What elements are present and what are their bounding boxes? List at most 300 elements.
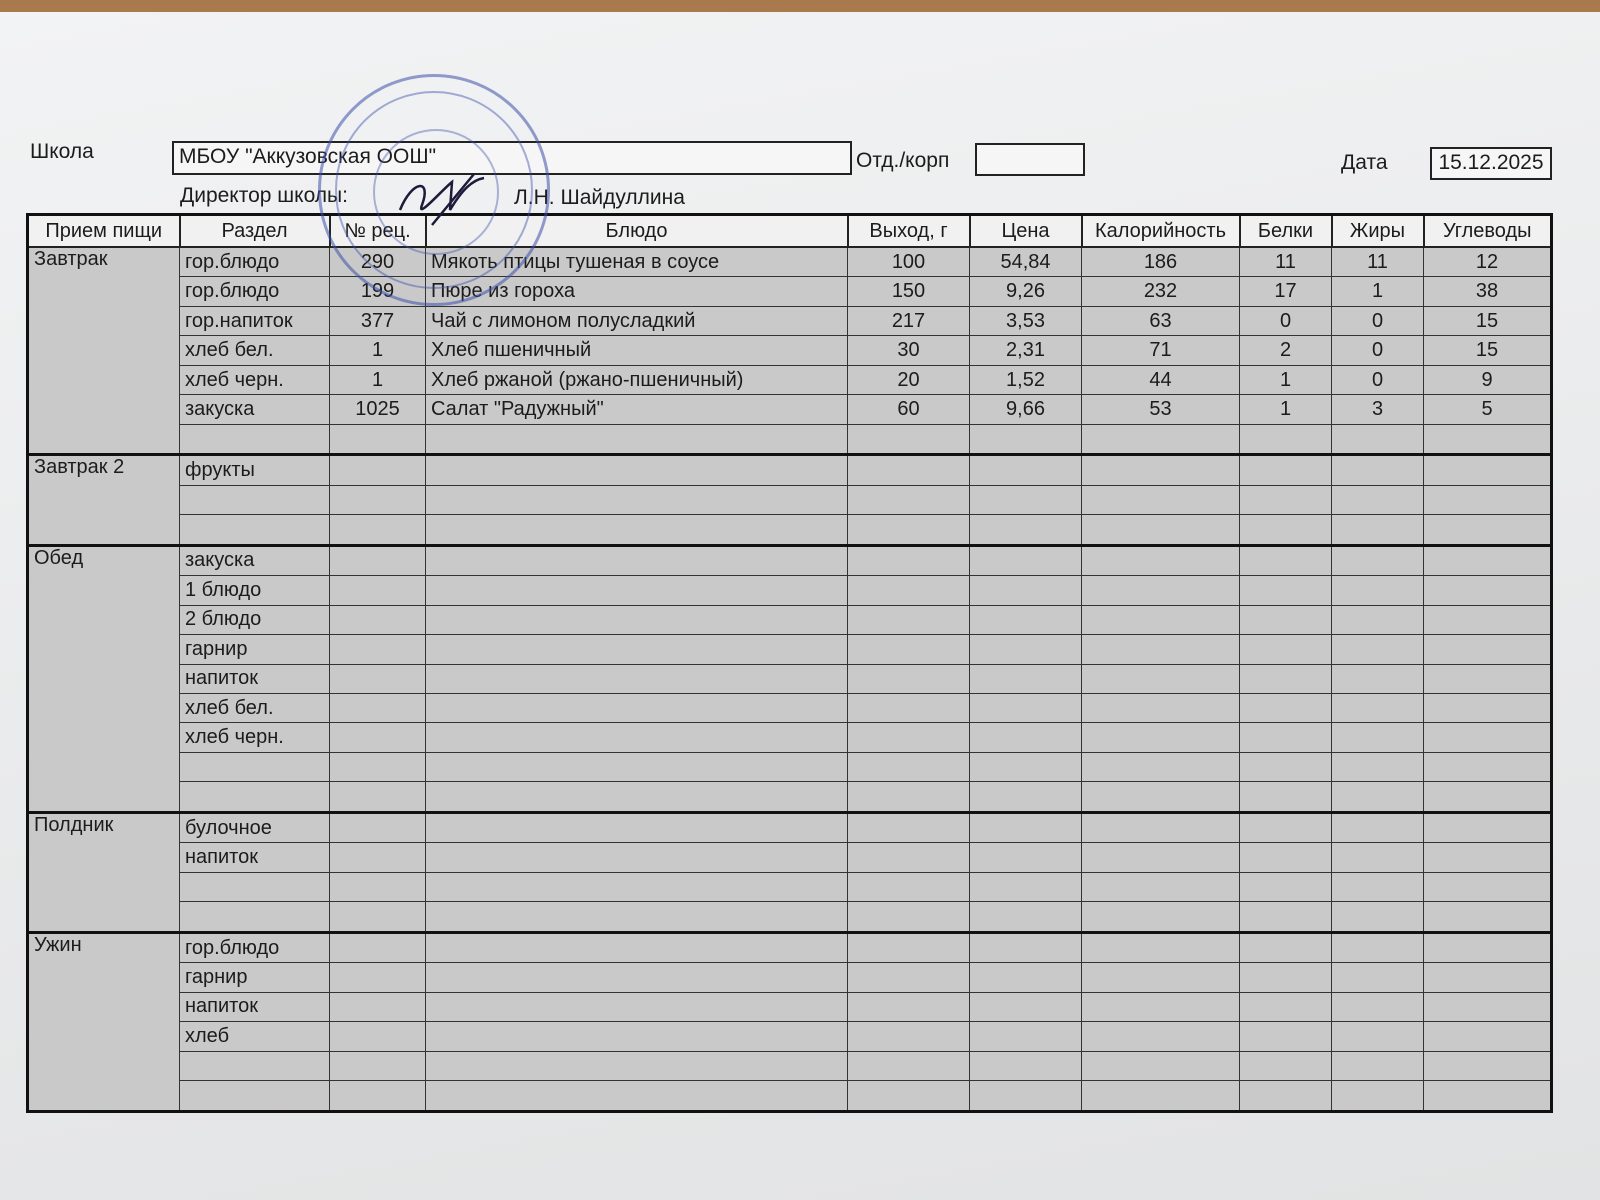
fat-cell[interactable]: [1332, 576, 1424, 605]
price-cell[interactable]: [970, 576, 1082, 605]
dish-cell[interactable]: [426, 932, 848, 963]
price-cell[interactable]: [970, 932, 1082, 963]
recipe-cell[interactable]: [330, 693, 426, 722]
section-cell[interactable]: гор.напиток: [180, 306, 330, 335]
protein-cell[interactable]: [1240, 515, 1332, 546]
section-cell[interactable]: хлеб бел.: [180, 693, 330, 722]
yield-cell[interactable]: [848, 752, 970, 781]
table-row: [28, 247, 1552, 277]
dish-cell[interactable]: [426, 1081, 848, 1112]
header-col-meal: Прием пищи: [28, 215, 180, 248]
price-cell[interactable]: 3,53: [970, 306, 1082, 335]
director-name: Л.Н. Шайдуллина: [514, 186, 685, 209]
header-col-section: Раздел: [180, 215, 330, 248]
protein-cell[interactable]: [1240, 635, 1332, 664]
carbs-cell[interactable]: 12: [1424, 247, 1552, 277]
price-cell[interactable]: [970, 752, 1082, 781]
carbs-cell[interactable]: [1424, 723, 1552, 752]
yield-cell[interactable]: 150: [848, 277, 970, 306]
fat-cell[interactable]: [1332, 605, 1424, 634]
section-cell[interactable]: закуска: [180, 395, 330, 424]
price-cell[interactable]: 9,66: [970, 395, 1082, 424]
price-cell[interactable]: [970, 515, 1082, 546]
dish-cell[interactable]: Пюре из гороха: [426, 277, 848, 306]
recipe-cell[interactable]: [330, 902, 426, 933]
dish-cell[interactable]: [426, 812, 848, 843]
director-label: Директор школы:: [180, 184, 348, 207]
yield-cell[interactable]: [848, 485, 970, 514]
dish-cell[interactable]: Чай с лимоном полусладкий: [426, 306, 848, 335]
table-row: [28, 365, 1552, 394]
yield-cell[interactable]: [848, 782, 970, 813]
section-cell[interactable]: [180, 1051, 330, 1080]
section-cell[interactable]: [180, 872, 330, 901]
protein-cell[interactable]: [1240, 812, 1332, 843]
calories-cell[interactable]: [1082, 605, 1240, 634]
price-cell[interactable]: [970, 872, 1082, 901]
protein-cell[interactable]: [1240, 455, 1332, 486]
section-cell[interactable]: [180, 485, 330, 514]
fat-cell[interactable]: [1332, 812, 1424, 843]
protein-cell[interactable]: [1240, 664, 1332, 693]
recipe-cell[interactable]: [330, 872, 426, 901]
protein-cell[interactable]: [1240, 872, 1332, 901]
calories-cell[interactable]: [1082, 664, 1240, 693]
header-col-recipe: № рец.: [330, 215, 426, 248]
protein-cell[interactable]: 17: [1240, 277, 1332, 306]
calories-cell[interactable]: 53: [1082, 395, 1240, 424]
recipe-cell[interactable]: [330, 485, 426, 514]
protein-cell[interactable]: 0: [1240, 306, 1332, 335]
recipe-cell[interactable]: [330, 424, 426, 455]
calories-cell[interactable]: [1082, 693, 1240, 722]
carbs-cell[interactable]: [1424, 843, 1552, 872]
carbs-cell[interactable]: [1424, 515, 1552, 546]
section-cell[interactable]: [180, 515, 330, 546]
price-cell[interactable]: [970, 693, 1082, 722]
protein-cell[interactable]: [1240, 1022, 1332, 1051]
recipe-cell[interactable]: [330, 576, 426, 605]
price-cell[interactable]: [970, 1051, 1082, 1080]
fat-cell[interactable]: [1332, 752, 1424, 781]
recipe-cell[interactable]: [330, 752, 426, 781]
dish-cell[interactable]: [426, 963, 848, 992]
fat-cell[interactable]: 11: [1332, 247, 1424, 277]
dish-cell[interactable]: [426, 992, 848, 1021]
fat-cell[interactable]: [1332, 1081, 1424, 1112]
fat-cell[interactable]: 3: [1332, 395, 1424, 424]
table-row: [28, 872, 1552, 901]
meal-name: Ужин: [28, 932, 180, 1111]
table-row: [28, 752, 1552, 781]
carbs-cell[interactable]: [1424, 424, 1552, 455]
yield-cell[interactable]: [848, 843, 970, 872]
table-row: [28, 1051, 1552, 1080]
dept-label: Отд./корп: [856, 149, 950, 172]
fat-cell[interactable]: [1332, 1022, 1424, 1051]
recipe-cell[interactable]: [330, 843, 426, 872]
recipe-cell[interactable]: [330, 782, 426, 813]
dept-field[interactable]: [975, 143, 1085, 176]
fat-cell[interactable]: [1332, 455, 1424, 486]
recipe-cell[interactable]: [330, 812, 426, 843]
price-cell[interactable]: 1,52: [970, 365, 1082, 394]
price-cell[interactable]: [970, 485, 1082, 514]
protein-cell[interactable]: [1240, 605, 1332, 634]
yield-cell[interactable]: [848, 515, 970, 546]
calories-cell[interactable]: [1082, 782, 1240, 813]
recipe-cell[interactable]: 290: [330, 247, 426, 277]
carbs-cell[interactable]: [1424, 1022, 1552, 1051]
date-label: Дата: [1341, 151, 1388, 174]
school-name-field[interactable]: МБОУ "Аккузовская ООШ": [172, 141, 852, 175]
protein-cell[interactable]: [1240, 932, 1332, 963]
calories-cell[interactable]: 63: [1082, 306, 1240, 335]
section-cell[interactable]: 1 блюдо: [180, 576, 330, 605]
date-field[interactable]: 15.12.2025: [1430, 147, 1552, 180]
table-row: [28, 576, 1552, 605]
carbs-cell[interactable]: [1424, 635, 1552, 664]
recipe-cell[interactable]: [330, 1022, 426, 1051]
carbs-cell[interactable]: [1424, 902, 1552, 933]
calories-cell[interactable]: [1082, 545, 1240, 576]
dish-cell[interactable]: [426, 515, 848, 546]
table-row: [28, 664, 1552, 693]
protein-cell[interactable]: [1240, 723, 1332, 752]
calories-cell[interactable]: [1082, 485, 1240, 514]
recipe-cell[interactable]: [330, 664, 426, 693]
calories-cell[interactable]: [1082, 992, 1240, 1021]
header-col-fat: Жиры: [1332, 215, 1424, 248]
fat-cell[interactable]: [1332, 635, 1424, 664]
table-row: [28, 1022, 1552, 1051]
protein-cell[interactable]: [1240, 843, 1332, 872]
carbs-cell[interactable]: [1424, 932, 1552, 963]
yield-cell[interactable]: [848, 1022, 970, 1051]
dish-cell[interactable]: [426, 1022, 848, 1051]
calories-cell[interactable]: [1082, 872, 1240, 901]
protein-cell[interactable]: [1240, 1081, 1332, 1112]
yield-cell[interactable]: [848, 1051, 970, 1080]
calories-cell[interactable]: [1082, 723, 1240, 752]
price-cell[interactable]: [970, 545, 1082, 576]
recipe-cell[interactable]: [330, 932, 426, 963]
section-cell[interactable]: булочное: [180, 812, 330, 843]
fat-cell[interactable]: [1332, 902, 1424, 933]
section-cell[interactable]: [180, 424, 330, 455]
yield-cell[interactable]: [848, 424, 970, 455]
calories-cell[interactable]: [1082, 515, 1240, 546]
price-cell[interactable]: [970, 992, 1082, 1021]
recipe-cell[interactable]: 199: [330, 277, 426, 306]
protein-cell[interactable]: [1240, 752, 1332, 781]
carbs-cell[interactable]: [1424, 752, 1552, 781]
protein-cell[interactable]: 1: [1240, 365, 1332, 394]
header-col-dish: Блюдо: [426, 215, 848, 248]
yield-cell[interactable]: [848, 664, 970, 693]
section-cell[interactable]: хлеб черн.: [180, 723, 330, 752]
table-row: [28, 812, 1552, 843]
carbs-cell[interactable]: 9: [1424, 365, 1552, 394]
fat-cell[interactable]: [1332, 515, 1424, 546]
recipe-cell[interactable]: [330, 545, 426, 576]
dish-cell[interactable]: [426, 424, 848, 455]
carbs-cell[interactable]: [1424, 992, 1552, 1021]
protein-cell[interactable]: [1240, 963, 1332, 992]
carbs-cell[interactable]: [1424, 605, 1552, 634]
section-cell[interactable]: [180, 1081, 330, 1112]
section-cell[interactable]: напиток: [180, 664, 330, 693]
carbs-cell[interactable]: [1424, 693, 1552, 722]
table-row: [28, 1081, 1552, 1112]
dish-cell[interactable]: [426, 485, 848, 514]
protein-cell[interactable]: 11: [1240, 247, 1332, 277]
yield-cell[interactable]: [848, 605, 970, 634]
dish-cell[interactable]: Хлеб ржаной (ржано-пшеничный): [426, 365, 848, 394]
calories-cell[interactable]: [1082, 1081, 1240, 1112]
dish-cell[interactable]: [426, 1051, 848, 1080]
price-cell[interactable]: [970, 843, 1082, 872]
price-cell[interactable]: [970, 424, 1082, 455]
table-row: [28, 932, 1552, 963]
calories-cell[interactable]: 71: [1082, 336, 1240, 365]
header-col-price: Цена: [970, 215, 1082, 248]
section-cell[interactable]: хлеб бел.: [180, 336, 330, 365]
price-cell[interactable]: [970, 664, 1082, 693]
dish-cell[interactable]: [426, 843, 848, 872]
section-cell[interactable]: гарнир: [180, 963, 330, 992]
price-cell[interactable]: [970, 902, 1082, 933]
yield-cell[interactable]: 20: [848, 365, 970, 394]
table-header-row: [28, 215, 1552, 248]
table-row: [28, 545, 1552, 576]
meal-name: Завтрак 2: [28, 455, 180, 546]
calories-cell[interactable]: [1082, 932, 1240, 963]
recipe-cell[interactable]: [330, 455, 426, 486]
price-cell[interactable]: [970, 723, 1082, 752]
dish-cell[interactable]: [426, 782, 848, 813]
carbs-cell[interactable]: [1424, 545, 1552, 576]
section-cell[interactable]: закуска: [180, 545, 330, 576]
header-col-calories: Калорийность: [1082, 215, 1240, 248]
table-row: [28, 723, 1552, 752]
section-cell[interactable]: гор.блюдо: [180, 247, 330, 277]
carbs-cell[interactable]: 38: [1424, 277, 1552, 306]
school-label: Школа: [30, 140, 94, 163]
calories-cell[interactable]: [1082, 963, 1240, 992]
yield-cell[interactable]: [848, 963, 970, 992]
dish-cell[interactable]: [426, 872, 848, 901]
section-cell[interactable]: [180, 902, 330, 933]
calories-cell[interactable]: 232: [1082, 277, 1240, 306]
fat-cell[interactable]: 0: [1332, 306, 1424, 335]
dish-cell[interactable]: [426, 902, 848, 933]
section-cell[interactable]: 2 блюдо: [180, 605, 330, 634]
fat-cell[interactable]: 0: [1332, 336, 1424, 365]
yield-cell[interactable]: 30: [848, 336, 970, 365]
carbs-cell[interactable]: [1424, 664, 1552, 693]
carbs-cell[interactable]: [1424, 1081, 1552, 1112]
yield-cell[interactable]: [848, 545, 970, 576]
price-cell[interactable]: [970, 635, 1082, 664]
price-cell[interactable]: [970, 963, 1082, 992]
table-row: [28, 635, 1552, 664]
fat-cell[interactable]: [1332, 1051, 1424, 1080]
yield-cell[interactable]: 217: [848, 306, 970, 335]
calories-cell[interactable]: [1082, 576, 1240, 605]
table-row: [28, 693, 1552, 722]
recipe-cell[interactable]: [330, 1081, 426, 1112]
section-cell[interactable]: гор.блюдо: [180, 277, 330, 306]
section-cell[interactable]: хлеб черн.: [180, 365, 330, 394]
carbs-cell[interactable]: [1424, 455, 1552, 486]
calories-cell[interactable]: [1082, 1022, 1240, 1051]
price-cell[interactable]: 54,84: [970, 247, 1082, 277]
recipe-cell[interactable]: 1: [330, 365, 426, 394]
calories-cell[interactable]: 186: [1082, 247, 1240, 277]
dish-cell[interactable]: [426, 576, 848, 605]
protein-cell[interactable]: 2: [1240, 336, 1332, 365]
price-cell[interactable]: [970, 782, 1082, 813]
calories-cell[interactable]: [1082, 752, 1240, 781]
price-cell[interactable]: [970, 812, 1082, 843]
price-cell[interactable]: [970, 1022, 1082, 1051]
protein-cell[interactable]: [1240, 545, 1332, 576]
protein-cell[interactable]: [1240, 424, 1332, 455]
fat-cell[interactable]: [1332, 872, 1424, 901]
carbs-cell[interactable]: [1424, 963, 1552, 992]
fat-cell[interactable]: [1332, 545, 1424, 576]
recipe-cell[interactable]: [330, 963, 426, 992]
section-cell[interactable]: гор.блюдо: [180, 932, 330, 963]
fat-cell[interactable]: 1: [1332, 277, 1424, 306]
carbs-cell[interactable]: [1424, 872, 1552, 901]
recipe-cell[interactable]: [330, 992, 426, 1021]
section-cell[interactable]: хлеб: [180, 1022, 330, 1051]
dish-cell[interactable]: [426, 693, 848, 722]
yield-cell[interactable]: [848, 455, 970, 486]
section-cell[interactable]: [180, 752, 330, 781]
section-cell[interactable]: фрукты: [180, 455, 330, 486]
table-row: [28, 277, 1552, 306]
section-cell[interactable]: гарнир: [180, 635, 330, 664]
dish-cell[interactable]: Мякоть птицы тушеная в соусе: [426, 247, 848, 277]
dish-cell[interactable]: [426, 664, 848, 693]
meal-name: Обед: [28, 545, 180, 812]
calories-cell[interactable]: 44: [1082, 365, 1240, 394]
yield-cell[interactable]: [848, 812, 970, 843]
dish-cell[interactable]: Хлеб пшеничный: [426, 336, 848, 365]
yield-cell[interactable]: [848, 872, 970, 901]
dish-cell[interactable]: [426, 455, 848, 486]
recipe-cell[interactable]: 377: [330, 306, 426, 335]
recipe-cell[interactable]: [330, 723, 426, 752]
dish-cell[interactable]: Салат "Радужный": [426, 395, 848, 424]
calories-cell[interactable]: [1082, 635, 1240, 664]
carbs-cell[interactable]: [1424, 485, 1552, 514]
yield-cell[interactable]: [848, 992, 970, 1021]
carbs-cell[interactable]: [1424, 576, 1552, 605]
yield-cell[interactable]: [848, 902, 970, 933]
dish-cell[interactable]: [426, 605, 848, 634]
fat-cell[interactable]: [1332, 932, 1424, 963]
carbs-cell[interactable]: 5: [1424, 395, 1552, 424]
recipe-cell[interactable]: 1025: [330, 395, 426, 424]
meal-name: Полдник: [28, 812, 180, 932]
calories-cell[interactable]: [1082, 424, 1240, 455]
carbs-cell[interactable]: 15: [1424, 306, 1552, 335]
recipe-cell[interactable]: [330, 1051, 426, 1080]
section-cell[interactable]: напиток: [180, 992, 330, 1021]
calories-cell[interactable]: [1082, 455, 1240, 486]
recipe-cell[interactable]: [330, 515, 426, 546]
fat-cell[interactable]: [1332, 992, 1424, 1021]
fat-cell[interactable]: [1332, 693, 1424, 722]
protein-cell[interactable]: [1240, 485, 1332, 514]
yield-cell[interactable]: [848, 1081, 970, 1112]
carbs-cell[interactable]: 15: [1424, 336, 1552, 365]
yield-cell[interactable]: [848, 576, 970, 605]
protein-cell[interactable]: [1240, 782, 1332, 813]
header-col-yield: Выход, г: [848, 215, 970, 248]
fat-cell[interactable]: [1332, 485, 1424, 514]
yield-cell[interactable]: [848, 635, 970, 664]
calories-cell[interactable]: [1082, 812, 1240, 843]
dish-cell[interactable]: [426, 545, 848, 576]
price-cell[interactable]: 2,31: [970, 336, 1082, 365]
protein-cell[interactable]: [1240, 576, 1332, 605]
protein-cell[interactable]: 1: [1240, 395, 1332, 424]
fat-cell[interactable]: [1332, 843, 1424, 872]
carbs-cell[interactable]: [1424, 812, 1552, 843]
fat-cell[interactable]: [1332, 723, 1424, 752]
dish-cell[interactable]: [426, 752, 848, 781]
carbs-cell[interactable]: [1424, 1051, 1552, 1080]
fat-cell[interactable]: [1332, 963, 1424, 992]
fat-cell[interactable]: 0: [1332, 365, 1424, 394]
recipe-cell[interactable]: [330, 605, 426, 634]
price-cell[interactable]: [970, 455, 1082, 486]
yield-cell[interactable]: [848, 723, 970, 752]
fat-cell[interactable]: [1332, 424, 1424, 455]
dish-cell[interactable]: [426, 723, 848, 752]
protein-cell[interactable]: [1240, 992, 1332, 1021]
yield-cell[interactable]: 60: [848, 395, 970, 424]
yield-cell[interactable]: 100: [848, 247, 970, 277]
price-cell[interactable]: 9,26: [970, 277, 1082, 306]
protein-cell[interactable]: [1240, 1051, 1332, 1080]
section-cell[interactable]: напиток: [180, 843, 330, 872]
yield-cell[interactable]: [848, 932, 970, 963]
carbs-cell[interactable]: [1424, 782, 1552, 813]
dish-cell[interactable]: [426, 635, 848, 664]
calories-cell[interactable]: [1082, 843, 1240, 872]
recipe-cell[interactable]: 1: [330, 336, 426, 365]
section-cell[interactable]: [180, 782, 330, 813]
fat-cell[interactable]: [1332, 664, 1424, 693]
yield-cell[interactable]: [848, 693, 970, 722]
protein-cell[interactable]: [1240, 902, 1332, 933]
price-cell[interactable]: [970, 605, 1082, 634]
fat-cell[interactable]: [1332, 782, 1424, 813]
header-col-protein: Белки: [1240, 215, 1332, 248]
price-cell[interactable]: [970, 1081, 1082, 1112]
meal-name: Завтрак: [28, 247, 180, 455]
recipe-cell[interactable]: [330, 635, 426, 664]
calories-cell[interactable]: [1082, 1051, 1240, 1080]
protein-cell[interactable]: [1240, 693, 1332, 722]
calories-cell[interactable]: [1082, 902, 1240, 933]
